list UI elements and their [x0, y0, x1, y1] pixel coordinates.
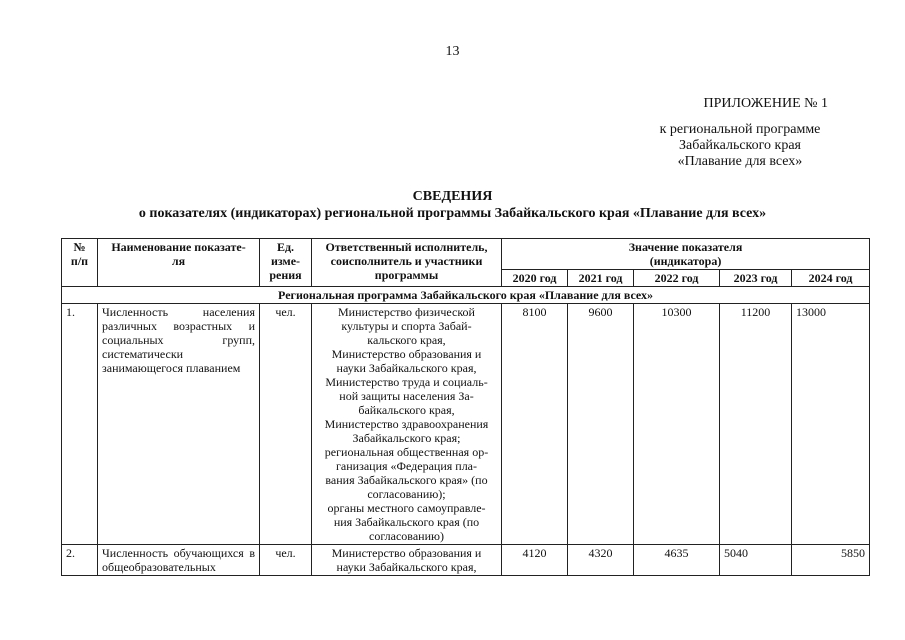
heading-line-1: СВЕДЕНИЯ [412, 189, 493, 204]
value-2020: 4120 [502, 545, 568, 576]
appendix-title: ПРИЛОЖЕНИЕ № 1 [703, 96, 828, 111]
header-year-2024: 2024 год [792, 270, 870, 287]
indicator-name: Численность населения различных возрастных и социальных групп, систематически занимающегося плаванием [98, 304, 260, 545]
header-year-2021: 2021 год [568, 270, 634, 287]
header-num: № п/п [62, 239, 98, 287]
value-2020: 8100 [502, 304, 568, 545]
value-2022: 10300 [634, 304, 720, 545]
executor-cell: Министерство образования и науки Забайкальского края, [312, 545, 502, 576]
appendix-line: Забайкальского края [678, 138, 801, 153]
header-row [62, 239, 870, 270]
document-heading [0, 188, 905, 222]
appendix-block [620, 96, 860, 170]
heading-line-2: о показателях (индикаторах) региональной программы Забайкальского края «Плавание для всех» [138, 206, 767, 221]
header-year-2023: 2023 год [720, 270, 792, 287]
table-row [62, 304, 870, 545]
header-name: Наименование показате- ля [98, 239, 260, 287]
header-executor: Ответственный исполнитель, соисполнитель и участники программы [312, 239, 502, 287]
unit-cell: чел. [260, 545, 312, 576]
value-2021: 4320 [568, 545, 634, 576]
header-year-2022: 2022 год [634, 270, 720, 287]
appendix-line: «Плавание для всех» [677, 154, 803, 169]
value-2023: 5040 [720, 545, 792, 576]
unit-cell: чел. [260, 304, 312, 545]
row-number: 2. [62, 545, 98, 576]
value-2023: 11200 [720, 304, 792, 545]
program-title: Региональная программа Забайкальского края «Плавание для всех» [62, 287, 870, 304]
indicator-name: Численность обучающихся в общеобразовательных [98, 545, 260, 576]
value-2024: 13000 [792, 304, 870, 545]
value-2021: 9600 [568, 304, 634, 545]
executor-cell: Министерство физической культуры и спорта Забай- кальского края, Министерство образования и науки Забайкальского края, Министерство труда и социаль- ной защиты населения За- байкальского края, Министерство здравоохранения Забайкальского края; региональная общественная ор- ганизация «Федерация пла- вания Забайкальского края» (по согласованию); органы местного самоуправле- ния Забайкальского края (по согласованию) [312, 304, 502, 545]
table-row [62, 545, 870, 576]
indicators-table [61, 238, 870, 576]
header-unit: Ед. изме- рения [260, 239, 312, 287]
header-year-2020: 2020 год [502, 270, 568, 287]
value-2024: 5850 [792, 545, 870, 576]
header-value-group: Значение показателя (индикатора) [502, 239, 870, 270]
value-2022: 4635 [634, 545, 720, 576]
row-number: 1. [62, 304, 98, 545]
appendix-line: к региональной программе [659, 122, 821, 137]
program-row [62, 287, 870, 304]
page-number: 13 [445, 44, 460, 59]
